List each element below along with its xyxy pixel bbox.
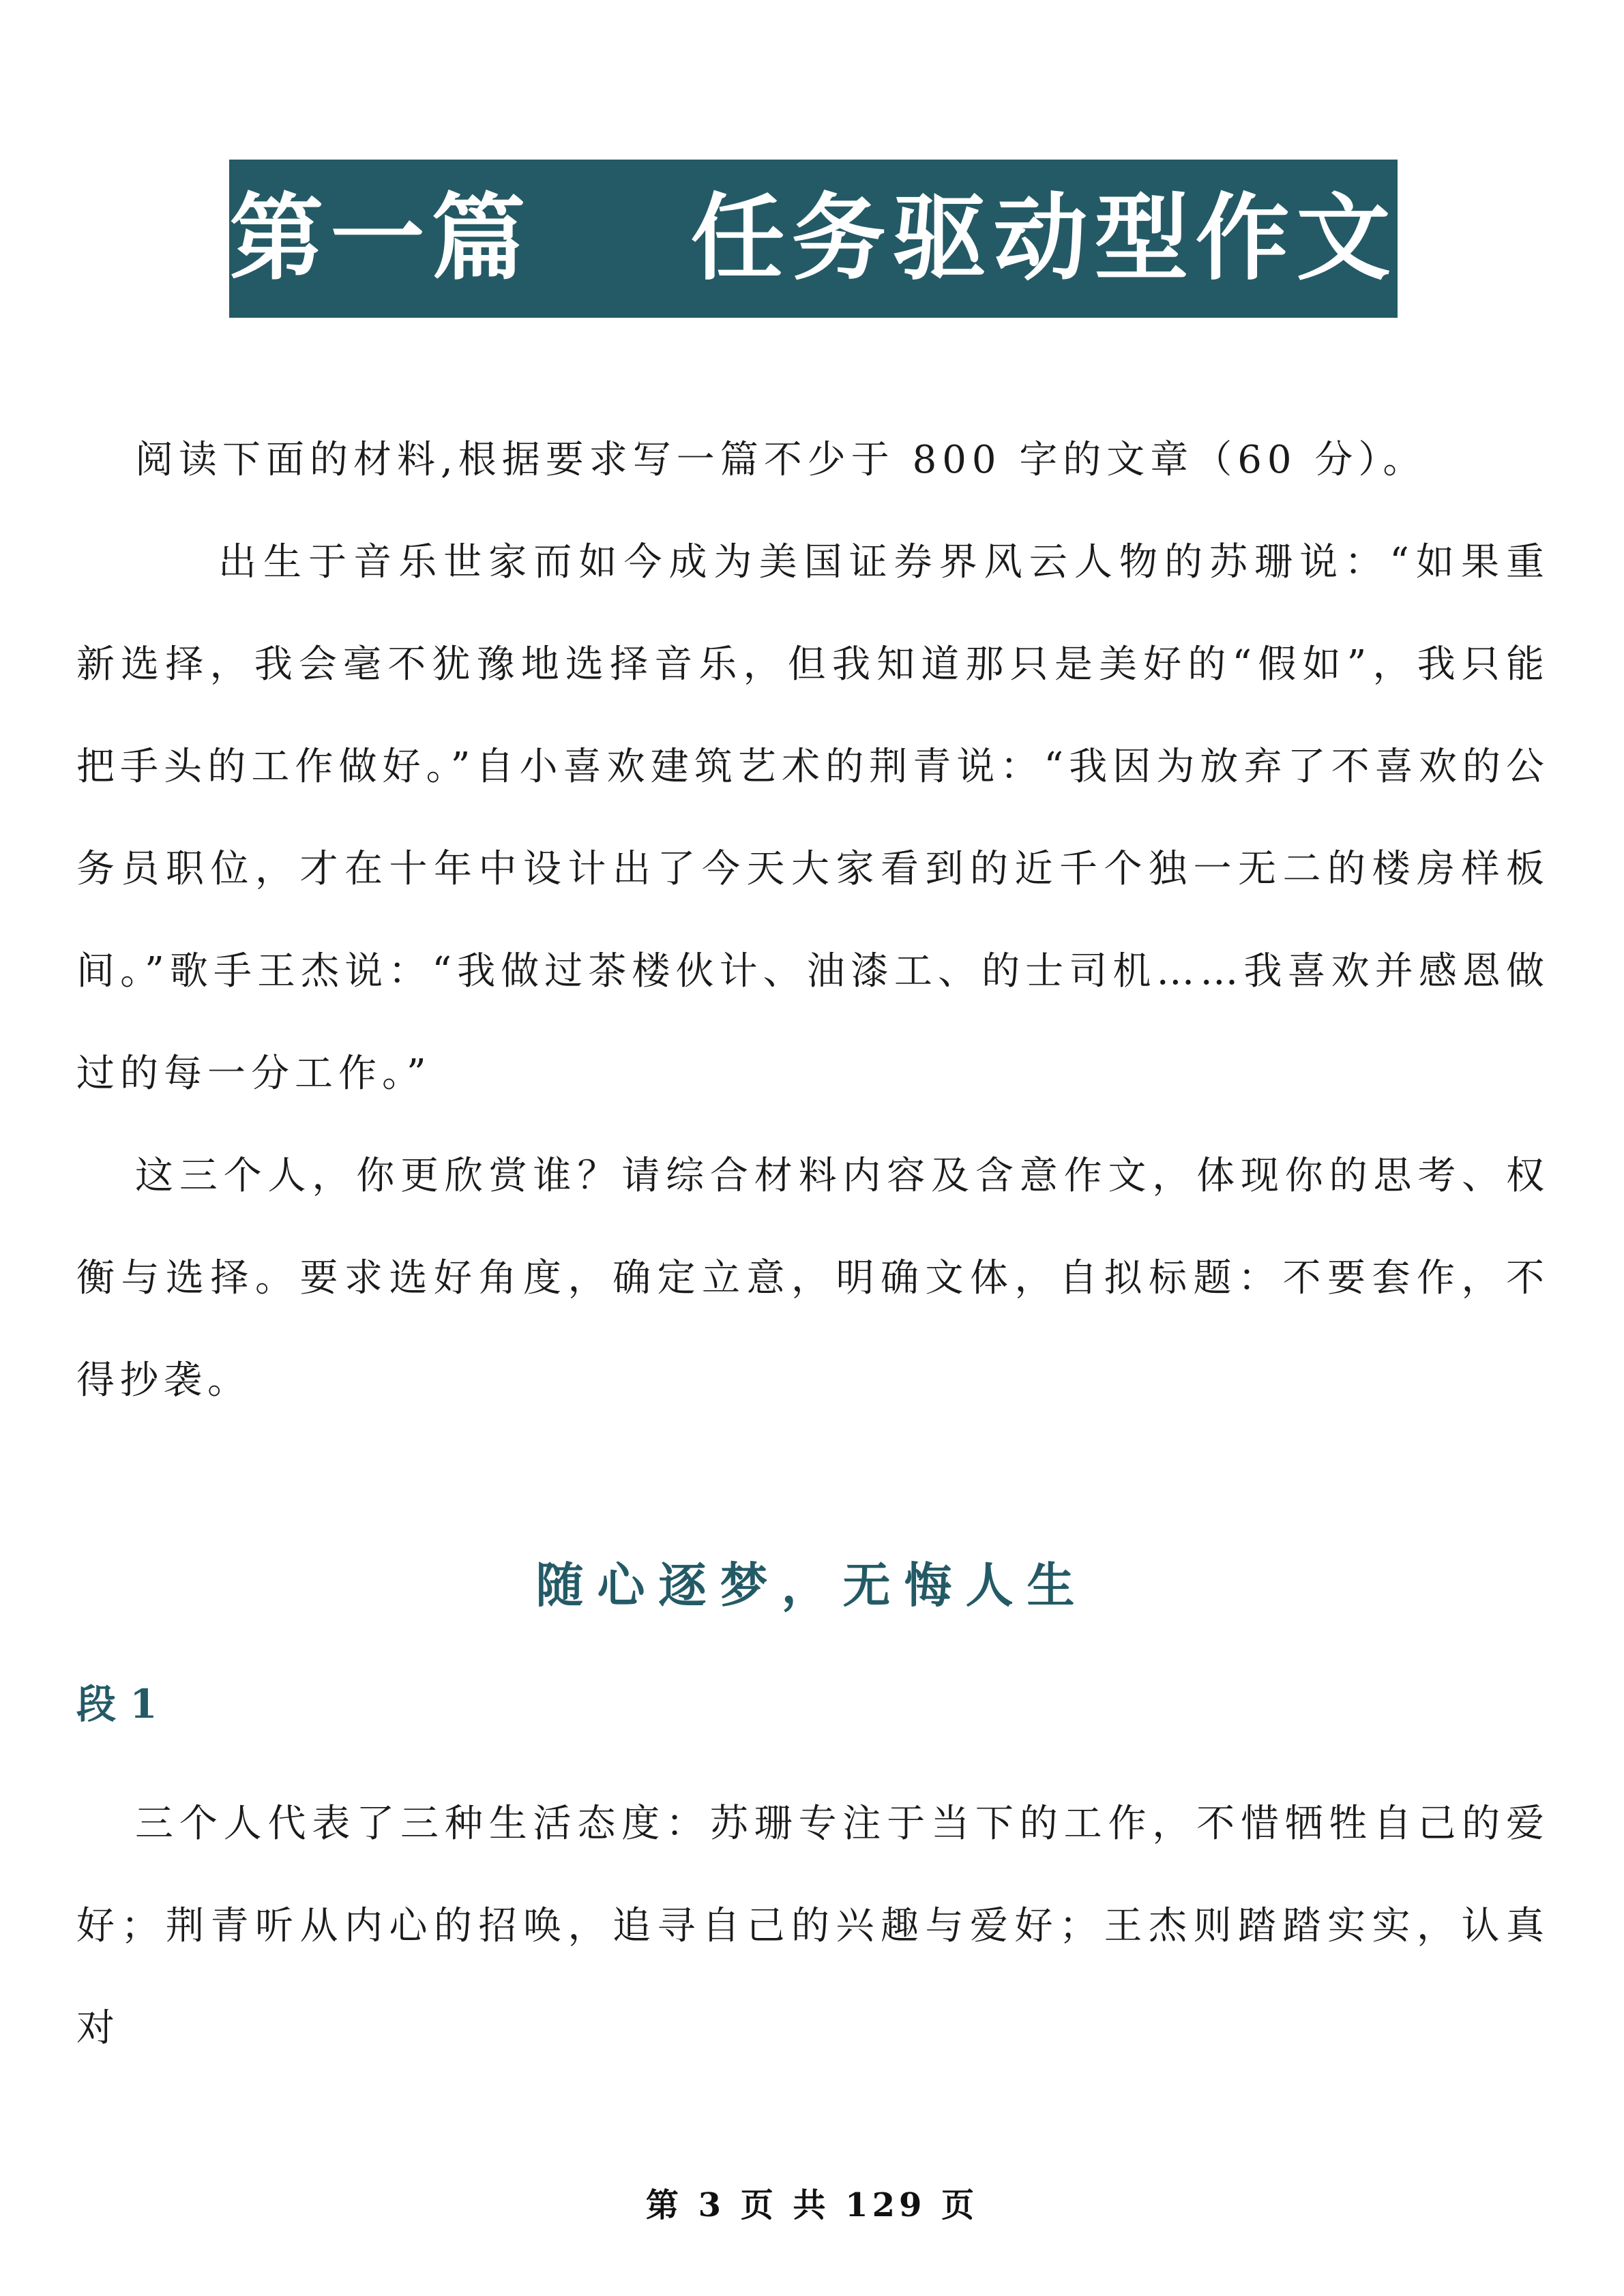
page-number: 第 3 页 共 129 页	[645, 2186, 979, 2224]
chapter-title: 第一篇 任务驱动型作文	[229, 183, 1398, 293]
prompt-material: 出生于音乐世家而如今成为美国证券界风云人物的苏珊说：“如果重新选择，我会毫不犹豫地选择音乐，但我知道那只是美好的“假如”，我只能把手头的工作做好。”自小喜欢建筑艺术的荆青说：“我因为放弃了不喜欢的公务员职位，才在十年中设计出了今天大家看到的近千个独一无二的楼房样板间。”歌手王杰说：“我做过茶楼伙计、油漆工、的士司机……我喜欢并感恩做过的每一分工作。”	[76, 540, 1550, 1096]
essay-title: 随心逐梦，无悔人生	[535, 1557, 1089, 1613]
prompt-intro: 阅读下面的材料,根据要求写一篇不少于 800 字的文章（60 分）。	[135, 438, 1427, 482]
section-label: 段 1	[76, 1681, 158, 1727]
prompt-task: 这三个人，你更欣赏谁？请综合材料内容及含意作文，体现你的思考、权衡与选择。要求选好角度，确定立意，明确文体，自拟标题：不要套作，不得抄袭。	[76, 1154, 1550, 1403]
chapter-banner	[229, 160, 1398, 318]
essay-paragraph: 三个人代表了三种生活态度：苏珊专注于当下的工作，不惜牺牲自己的爱好；荆青听从内心的招唤，追寻自己的兴趣与爱好；王杰则踏踏实实，认真对	[76, 1802, 1550, 2051]
